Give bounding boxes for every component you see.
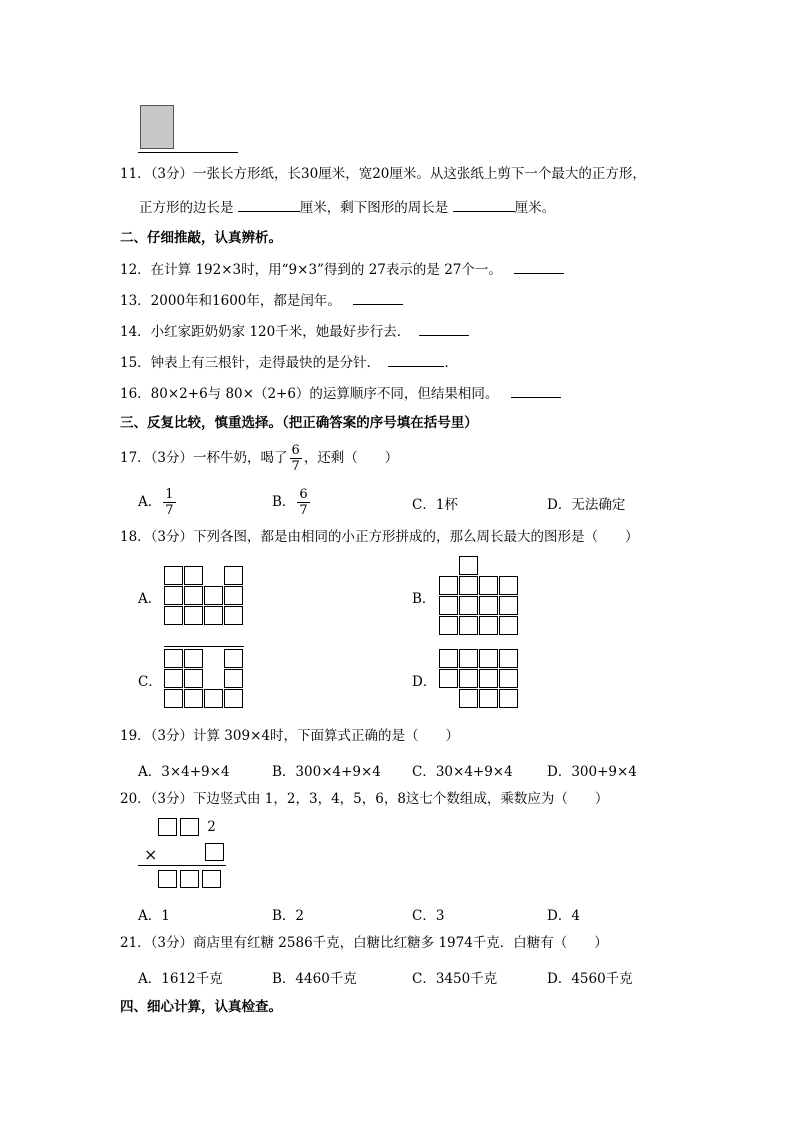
q17-stem-a: 17．（3分）一杯牛奶，喝了 bbox=[120, 450, 288, 466]
q17-option-b-fraction bbox=[297, 487, 309, 518]
q20-blank-box[interactable] bbox=[180, 870, 199, 888]
grid-square bbox=[164, 669, 183, 688]
q17-option-a-label: A． bbox=[138, 494, 162, 510]
grid-square bbox=[459, 616, 478, 635]
q21-option-b[interactable]: B．4460千克 bbox=[272, 971, 357, 987]
q17-opt-a-den: 7 bbox=[165, 503, 174, 518]
q19-option-b[interactable]: B．300×4+9×4 bbox=[272, 764, 381, 780]
q20-multiplier-row bbox=[205, 843, 224, 861]
grid-square bbox=[459, 576, 478, 595]
grid-square bbox=[479, 689, 498, 708]
q20-option-a[interactable]: A．1 bbox=[138, 908, 170, 924]
q17-fraction bbox=[290, 443, 302, 474]
q14-answer-blank[interactable] bbox=[419, 321, 469, 336]
q18-label-b[interactable]: B． bbox=[412, 591, 436, 607]
grid-square bbox=[499, 689, 518, 708]
grid-square bbox=[459, 689, 478, 708]
grid-square bbox=[479, 649, 498, 668]
q20-times-sign: × bbox=[144, 845, 158, 864]
q11-stem: （3分）一张长方形纸，长30厘米，宽20厘米。从这张纸上剪下一个最大的正方形， bbox=[150, 166, 646, 182]
q20-blank-box[interactable] bbox=[158, 818, 177, 836]
grid-square bbox=[439, 576, 458, 595]
grid-square bbox=[459, 649, 478, 668]
q21-stem: 21．（3分）商店里有红糖 2586千克，白糖比红糖多 1974千克．白糖有（ ） bbox=[120, 935, 608, 951]
q20-blank-box[interactable] bbox=[158, 870, 177, 888]
q21-option-c[interactable]: C．3450千克 bbox=[412, 971, 498, 987]
q15 bbox=[120, 352, 458, 372]
grid-square bbox=[459, 556, 478, 575]
q15-answer-blank[interactable] bbox=[388, 352, 444, 367]
q19-option-a[interactable]: A．3×4+9×4 bbox=[138, 764, 230, 780]
q20-stem: 20．（3分）下边竖式由 1，2，3，4，5，6，8这七个数组成，乘数应为（ ） bbox=[120, 791, 609, 807]
q20-blank-box[interactable] bbox=[180, 818, 199, 836]
q11-answer-blank-1[interactable] bbox=[238, 197, 300, 212]
grid-square bbox=[184, 566, 203, 585]
q17-frac-den: 7 bbox=[291, 459, 300, 474]
q17-option-a[interactable] bbox=[138, 485, 178, 519]
grid-square bbox=[499, 649, 518, 668]
section3-title: 三、反复比较，慎重选择。（把正确答案的序号填在括号里） bbox=[120, 415, 478, 431]
q17-option-c[interactable]: C．1杯 bbox=[412, 497, 458, 513]
q17-option-d[interactable]: D．无法确定 bbox=[547, 497, 626, 513]
grid-square bbox=[499, 576, 518, 595]
q16-answer-blank[interactable] bbox=[511, 383, 561, 398]
q11-line1 bbox=[120, 165, 646, 183]
q18-stem: 18．（3分）下列各图，都是由相同的小正方形拼成的，那么周长最大的图形是（ ） bbox=[120, 529, 639, 545]
grid-square bbox=[479, 576, 498, 595]
q16 bbox=[120, 383, 561, 403]
grid-square bbox=[164, 649, 183, 668]
q17-opt-a-num: 1 bbox=[165, 487, 174, 502]
grid-square bbox=[184, 606, 203, 625]
grid-square bbox=[224, 689, 243, 708]
q11-text-b: 厘米，剩下图形的周长是 bbox=[299, 200, 449, 216]
grid-square bbox=[164, 689, 183, 708]
q11-text-c: 厘米。 bbox=[514, 200, 556, 216]
q12-answer-blank[interactable] bbox=[514, 259, 564, 274]
q17-stem bbox=[120, 441, 398, 475]
grid-square bbox=[184, 586, 203, 605]
q17-option-a-fraction bbox=[163, 487, 175, 518]
q21-option-a[interactable]: A．1612千克 bbox=[138, 971, 223, 987]
grid-square bbox=[479, 669, 498, 688]
q19-stem: 19．（3分）计算 309×4时，下面算式正确的是（ ） bbox=[120, 728, 459, 744]
q18-label-c[interactable]: C． bbox=[138, 674, 162, 690]
grid-square bbox=[499, 616, 518, 635]
grid-square bbox=[439, 669, 458, 688]
q20-option-b[interactable]: B．2 bbox=[272, 908, 305, 924]
q17-opt-b-num: 6 bbox=[299, 487, 308, 502]
q18-figure-c-topline bbox=[164, 646, 244, 647]
grid-square bbox=[184, 669, 203, 688]
q20-product-row bbox=[158, 870, 221, 888]
q20-option-c[interactable]: C．3 bbox=[412, 908, 445, 924]
q20-option-d[interactable]: D．4 bbox=[547, 908, 580, 924]
q14 bbox=[120, 321, 469, 341]
grid-square bbox=[224, 566, 243, 585]
q17-stem-b: ，还剩（ ） bbox=[303, 450, 399, 466]
rectangle-figure bbox=[140, 105, 174, 149]
grid-square bbox=[164, 586, 183, 605]
grid-square bbox=[204, 689, 223, 708]
q13 bbox=[120, 290, 403, 310]
q17-option-b-label: B． bbox=[272, 494, 296, 510]
grid-square bbox=[204, 606, 223, 625]
grid-square bbox=[224, 669, 243, 688]
q11-text-a: 正方形的边长是 bbox=[139, 200, 234, 216]
grid-square bbox=[439, 596, 458, 615]
grid-square bbox=[479, 616, 498, 635]
q19-option-d[interactable]: D．300+9×4 bbox=[547, 764, 637, 780]
section4-title: 四、细心计算，认真检查。 bbox=[120, 999, 282, 1015]
q13-text: 13．2000年和1600年，都是闰年。 bbox=[120, 293, 341, 309]
grid-square bbox=[204, 586, 223, 605]
q13-answer-blank[interactable] bbox=[353, 290, 403, 305]
figure-baseline bbox=[138, 152, 238, 153]
grid-square bbox=[184, 689, 203, 708]
grid-square bbox=[224, 649, 243, 668]
grid-square bbox=[184, 649, 203, 668]
q12-text: 12．在计算 192×3时，用“9×3”得到的 27表示的是 27个一。 bbox=[120, 262, 502, 278]
q21-option-d[interactable]: D．4560千克 bbox=[547, 971, 633, 987]
q11-number: 11． bbox=[120, 166, 151, 182]
q20-product-line bbox=[138, 865, 226, 866]
q15-end-mark: ． bbox=[444, 355, 458, 371]
grid-square bbox=[459, 596, 478, 615]
q17-option-b[interactable] bbox=[272, 485, 312, 519]
q15-text: 15．钟表上有三根针，走得最快的是分针． bbox=[120, 355, 381, 371]
q11-answer-blank-2[interactable] bbox=[453, 197, 515, 212]
grid-square bbox=[479, 596, 498, 615]
q19-option-c[interactable]: C．30×4+9×4 bbox=[412, 764, 513, 780]
section2-title: 二、仔细推敲，认真辨析。 bbox=[120, 230, 282, 246]
grid-square bbox=[224, 586, 243, 605]
q16-text: 16．80×2+6与 80×（2+6）的运算顺序不同，但结果相同。 bbox=[120, 386, 499, 402]
grid-square bbox=[164, 566, 183, 585]
q18-label-d[interactable]: D． bbox=[412, 674, 437, 690]
grid-square bbox=[439, 616, 458, 635]
q14-text: 14．小红家距奶奶家 120千米，她最好步行去． bbox=[120, 324, 411, 340]
q20-row2 bbox=[144, 845, 157, 864]
grid-square bbox=[224, 606, 243, 625]
grid-square bbox=[164, 606, 183, 625]
q17-frac-num: 6 bbox=[291, 443, 300, 458]
q12 bbox=[120, 259, 564, 279]
grid-square bbox=[499, 596, 518, 615]
q20-digit-2: 2 bbox=[207, 819, 216, 835]
q20-row1 bbox=[158, 818, 216, 836]
grid-square bbox=[439, 649, 458, 668]
grid-square bbox=[459, 669, 478, 688]
q20-multiplier-box[interactable] bbox=[205, 843, 224, 861]
q18-label-a[interactable]: A． bbox=[138, 591, 162, 607]
grid-square bbox=[499, 669, 518, 688]
q17-opt-b-den: 7 bbox=[299, 503, 308, 518]
q11-line2 bbox=[139, 197, 555, 217]
q20-blank-box[interactable] bbox=[202, 870, 221, 888]
